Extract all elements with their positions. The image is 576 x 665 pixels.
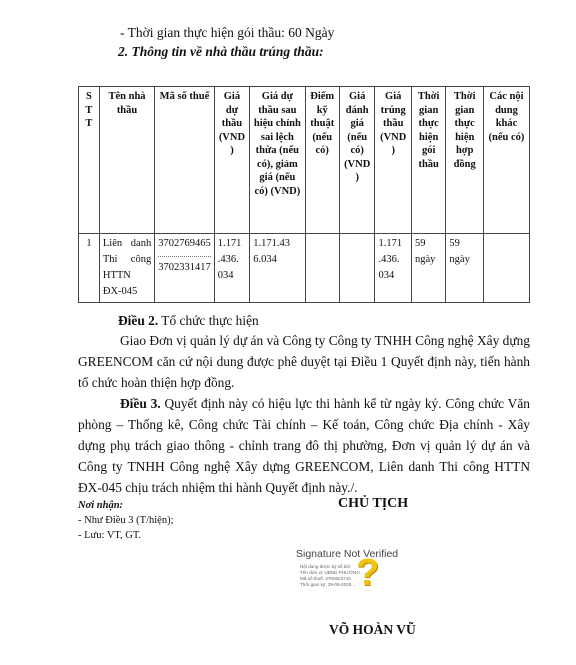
signature-detail: Mã số thuế: 3700623710	[300, 576, 351, 581]
table-row	[79, 234, 530, 303]
col-header-other: Các nội dung khác (nếu có)	[483, 87, 529, 234]
cell-tax	[155, 234, 215, 303]
cell-contract-time: 59 ngày	[446, 234, 484, 303]
col-header-bid-price: Giá dự thầu (VND )	[214, 87, 249, 234]
article3-paragraph	[78, 393, 530, 498]
table-header-row	[79, 87, 530, 234]
article3-body: Quyết định này có hiệu lực thi hành kể từ ngày ký. Công chức Văn phòng – Thống kê, Công chức Tài chính – Kế toán, Công chức Địa chính - Xây dựng phụ trách giao thông - chỉnh trang đô thị phường, Đơn vị quản lý dự án và Công ty TNHH Công nghệ Xây dựng GREENCOM, Liên danh Thi công HTTN ĐX-045 chịu trách nhiệm thi hành Quyết định này./.	[78, 396, 530, 495]
recipients-label: Nơi nhận:	[78, 500, 124, 511]
cell-win-price: 1.171 .436. 034	[375, 234, 412, 303]
signature-status: Signature Not Verified	[296, 548, 399, 560]
tax-code-2: 3702331417	[158, 262, 211, 273]
cell-adjusted-price: 1.171.43 6.034	[250, 234, 305, 303]
cell-package-time: 59 ngày	[411, 234, 445, 303]
col-header-stt: S T T	[79, 87, 100, 234]
signer-name: VÕ HOÀN VŨ	[329, 622, 416, 637]
recipient-item: - Như Điều 3 (T/hiện);	[78, 515, 174, 526]
article2-heading	[118, 310, 259, 331]
col-header-adjusted-price: Giá dự thầu sau hiệu chỉnh sai lệch thừa (nếu có), giảm giá (nếu có) (VND)	[250, 87, 305, 234]
cell-bid-price: 1.171 .436. 034	[214, 234, 249, 303]
cell-eval-price	[339, 234, 374, 303]
col-header-name: Tên nhà thầu	[99, 87, 154, 234]
cell-name: Liên danh Thi công HTTN ĐX-045	[99, 234, 154, 303]
contractor-table	[78, 86, 530, 303]
article2-label: Điều 2.	[118, 313, 159, 328]
col-header-tax: Mã số thuế	[155, 87, 215, 234]
signature-detail: Tên đơn vị: UBND PHƯỜNG ...	[300, 570, 365, 575]
digital-signature-stamp	[296, 548, 406, 600]
cell-stt: 1	[79, 234, 100, 303]
recipient-item: - Lưu: VT, GT.	[78, 530, 142, 541]
col-header-win-price: Giá trúng thầu (VND )	[375, 87, 412, 234]
article2-body: Giao Đơn vị quản lý dự án và Công ty Công ty TNHH Công nghệ Xây dựng GREENCOM căn cứ nội dung được phê duyệt tại Điều 1 Quyết định này, tiến hành tổ chức hoàn thiện hợp đồng.	[78, 333, 530, 390]
article2-title: Tổ chức thực hiện	[158, 313, 259, 328]
col-header-package-time: Thời gian thực hiện gói thầu	[411, 87, 445, 234]
article3-label: Điều 3.	[120, 396, 161, 411]
col-header-eval-price: Giá đánh giá (nếu có) (VND )	[339, 87, 374, 234]
package-time-line: - Thời gian thực hiện gói thầu: 60 Ngày	[120, 25, 335, 40]
section2-heading: 2. Thông tin về nhà thầu trúng thầu:	[118, 44, 324, 59]
cell-tech-score	[305, 234, 339, 303]
col-header-tech-score: Điểm kỹ thuật (nếu có)	[305, 87, 339, 234]
question-mark-icon: ?	[356, 552, 380, 594]
signature-detail: Thời gian ký: 29-09-2025 ...	[300, 582, 357, 587]
signature-detail: Nội dung được ký số bởi	[300, 564, 351, 569]
col-header-contract-time: Thời gian thực hiện hợp đồng	[446, 87, 484, 234]
cell-other	[483, 234, 529, 303]
tax-code-1: 3702769465	[158, 236, 211, 257]
signer-position: CHỦ TỊCH	[338, 496, 409, 511]
